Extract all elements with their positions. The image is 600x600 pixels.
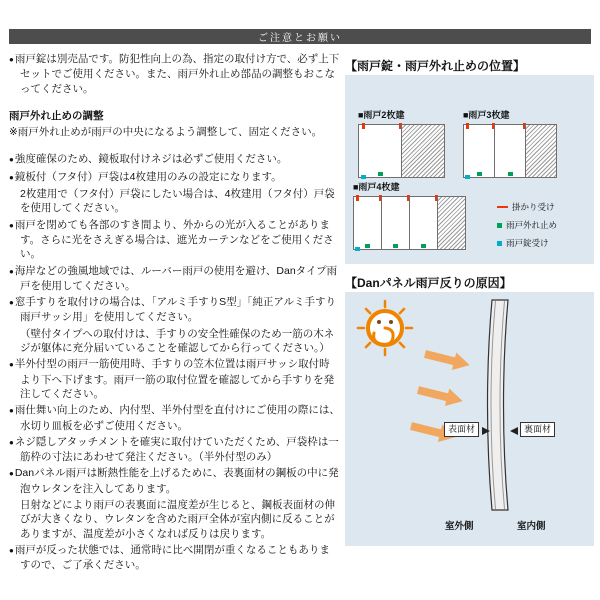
shutter-pocket-panel [401,124,445,178]
shutter-diagram-3panel [463,108,557,178]
shutter-row [353,196,466,250]
notice-header-title: ご注意とお願い [258,33,342,44]
note-item: 2枚建用で（フタ付）戸袋にしたい場合は、4枚建用（フタ付）戸袋を使用してください。 [20,188,335,215]
note-item: ● 雨戸錠は別売品です。防犯性向上の為、指定の取付け方で、必ず上下セットでご使用ください。また、雨戸外れ止め部品の調整もおこなってください。 [9,52,340,96]
legend-marker-lock-catch [497,206,508,208]
diagram-legend [497,201,557,255]
detach-stopper-marker [365,244,370,248]
shutter-panel [353,196,382,250]
shutter-pocket-panel [437,196,466,250]
note-item: ● 雨戸が反った状態では、通常時に比べ開閉が重くなることもありますので、ご了承ください。 [9,543,340,573]
back-material-pointer [510,427,518,435]
lock-receiver-marker [355,247,360,251]
note-item: ● 海岸などの強風地域では、ルーバー雨戸の使用を避け、Danタイプ雨戸を使用してください。 [9,264,340,294]
legend-item [497,201,557,213]
lock-catch-marker [356,195,359,201]
shutter-diagram-2panel [358,108,445,178]
note-item: ● ネジ隠しアタッチメントを確実に取付けていただくため、戸袋枠は一筋枠の寸法にあわせて発注ください。（半外付型のみ） [9,435,340,465]
shutter-panel [409,196,438,250]
note-item: ● 雨仕舞い向上のため、内付型、半外付型を直付けにご使用の際には、水切り皿板を必ずご使用ください。 [9,403,340,433]
shutter-panel [463,124,495,178]
legend-label: 掛かり受け [512,202,555,212]
note-subheading: 雨戸外れ止めの調整 [9,109,104,122]
warp-section-title: 【Danパネル雨戸反りの原因】 [345,276,512,290]
indoor-side-label: 室内側 [517,521,546,532]
notice-header-bar [9,29,591,44]
detach-stopper-marker [421,244,426,248]
shutter-panel [358,124,402,178]
note-item: ● 窓手すりを取付けの場合は、「アルミ手すりS型」「純正アルミ手すり雨戸サッシ用」を使用してください。 [9,295,340,325]
detach-stopper-marker [393,244,398,248]
legend-label: 雨戸外れ止め [506,220,558,230]
legend-item [497,219,557,231]
detach-stopper-marker [508,172,513,176]
note-item: （壁付タイプへの取付けは、手すりの安全性確保のため一筋の木ネジが躯体に充分届いていることを確認してから行ってください。） [20,327,335,355]
outdoor-side-label: 室外側 [445,521,474,532]
shutter-row [358,124,445,178]
sun-icon [358,301,412,355]
diagram-label: ■雨戸4枚建 [353,182,400,192]
note-item: ● Danパネル雨戸は断熱性能を上げるために、表裏面材の鋼板の中に発泡ウレタンを注入してあります。 [9,466,340,496]
note-item: 日射などにより雨戸の表裏面に温度差が生じると、鋼板表面材の伸びが大きくなり、ウレタンを含めた雨戸全体が室内側に反ることがありますが、温度差が小さくなれば反りは戻ります。 [20,499,335,540]
position-section-title: 【雨戸錠・雨戸外れ止めの位置】 [345,59,526,73]
position-diagram-box [345,75,594,264]
front-material-label: 表面材 [444,422,479,437]
legend-marker-lock-receiver [497,241,502,246]
shutter-cross-section [488,300,509,510]
warp-diagram [345,292,594,546]
shutter-panel [381,196,410,250]
note-item: ※雨戸外れ止めが雨戸の中央になるよう調整して、固定ください。 [9,126,323,139]
diagram-label: ■雨戸3枚建 [463,110,510,120]
legend-marker-detach-stopper [497,223,502,228]
shutter-pocket-panel [525,124,557,178]
back-material-label: 裏面材 [520,422,555,437]
note-item: ● 強度確保のため、鏡板取付けネジは必ずご使用ください。 [9,152,340,167]
detach-stopper-marker [378,172,383,176]
detach-stopper-marker [477,172,482,176]
lock-receiver-marker [361,175,366,179]
shutter-row [463,124,557,178]
legend-label: 雨戸錠受け [506,238,549,248]
legend-item [497,237,557,249]
notes-column [9,52,340,575]
diagram-label: ■雨戸2枚建 [358,110,405,120]
lock-catch-marker [362,123,365,129]
warp-diagram-box [345,292,594,546]
note-item: ● 半外付型の雨戸一筋使用時、手すりの笠木位置は雨戸サッシ取付時より下へ下げます。雨戸一筋の取付位置を確認してから手すりを発注してください。 [9,357,340,401]
lock-receiver-marker [465,175,470,179]
note-item: ● 雨戸を閉めても各部のすき間より、外からの光が入ることがあります。さらに光をさえぎる場合は、遮光カーテンなどをご使用ください。 [9,218,340,262]
shutter-panel [494,124,526,178]
shutter-diagram-4panel [353,180,466,250]
note-item: ● 鏡板付（フタ付）戸袋は4枚建用のみの設定になります。 [9,170,340,185]
lock-catch-marker [466,123,469,129]
